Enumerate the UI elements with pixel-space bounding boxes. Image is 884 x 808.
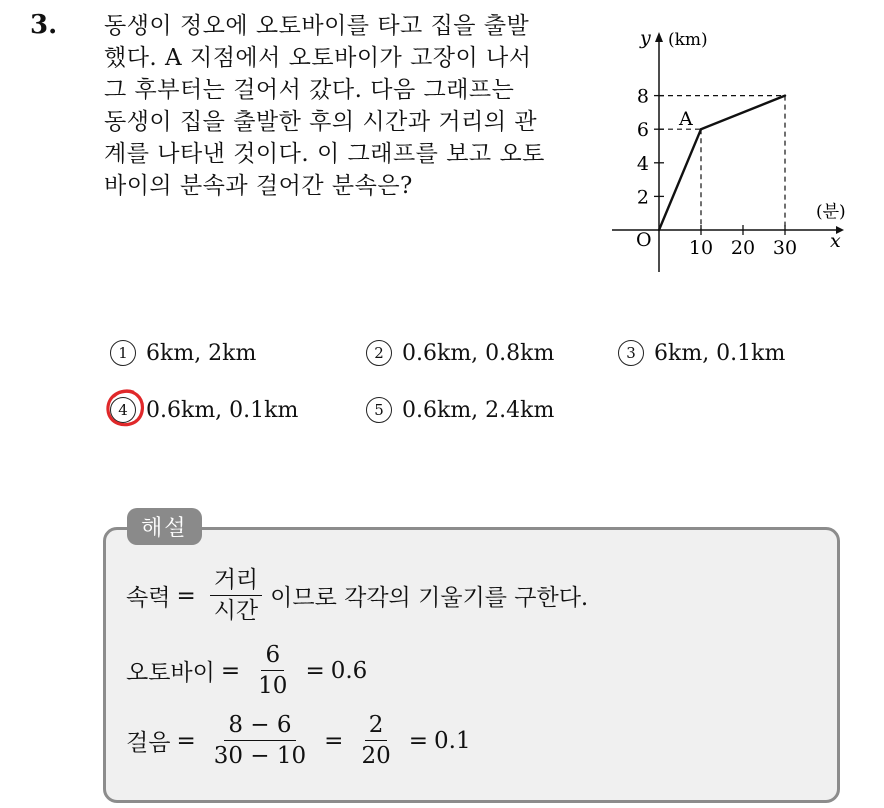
answer-circle-mark: [103, 386, 149, 432]
question-line: 계를 나타낸 것이다. 이 그래프를 보고 오토: [104, 141, 545, 167]
equals-sign: =: [220, 657, 241, 684]
equals-sign: =: [176, 582, 196, 609]
equals-sign: =: [305, 657, 325, 684]
explanation-line-walking: [126, 710, 471, 771]
equals-sign: =: [176, 727, 196, 754]
motorcycle-label: 오토바이: [126, 660, 215, 686]
walking-simplified-fraction: [357, 710, 394, 771]
fraction-numerator: 거리: [210, 565, 262, 596]
y-tick-label: 8: [636, 85, 649, 108]
speed-explanation-text: 이므로 각각의 기울기를 구한다.: [270, 585, 589, 611]
x-axis-label: x: [830, 230, 841, 252]
question-line: 그 후부터는 걸어서 갔다. 다음 그래프는: [104, 77, 515, 103]
choice-1[interactable]: [110, 340, 256, 366]
y-axis-arrow: [655, 32, 663, 42]
question-number: 3.: [30, 10, 58, 40]
choice-2[interactable]: [366, 340, 554, 366]
equals-sign: =: [324, 727, 344, 754]
y-tick-label: 4: [636, 152, 649, 175]
equals-sign: =: [408, 727, 428, 754]
choice-1-text: 6km, 2km: [146, 341, 257, 366]
fraction-denominator: 30 − 10: [213, 743, 307, 769]
question-line: 바이의 분속과 걸어간 분속은?: [104, 173, 413, 199]
point-a-label: A: [679, 108, 693, 131]
y-tick-label: 2: [636, 186, 649, 209]
speed-label: 속력: [126, 585, 171, 611]
walking-result: 0.1: [434, 727, 471, 754]
choice-2-number: 2: [366, 340, 392, 366]
walking-label: 걸음: [126, 730, 171, 756]
explanation-line-motorcycle: [126, 640, 367, 701]
choice-5-text: 0.6km, 2.4km: [402, 398, 555, 423]
x-axis-unit: (분): [816, 202, 846, 222]
fraction-numerator: 6: [261, 640, 284, 671]
choice-4-text: 0.6km, 0.1km: [146, 398, 299, 423]
y-tick-label: 6: [636, 119, 649, 142]
choice-3-text: 6km, 0.1km: [654, 341, 786, 366]
motorcycle-fraction: [254, 640, 291, 701]
explanation-line-speed: [126, 565, 588, 626]
distance-over-time-fraction: [210, 565, 262, 626]
question-text: [104, 10, 584, 202]
choice-1-number: 1: [110, 340, 136, 366]
distance-time-graph: [604, 20, 854, 280]
x-tick-label: 30: [772, 237, 798, 259]
choice-5[interactable]: [366, 397, 554, 423]
fraction-denominator: 시간: [213, 598, 259, 624]
choice-5-number: 5: [366, 397, 392, 423]
choice-2-text: 0.6km, 0.8km: [402, 341, 555, 366]
motorcycle-result: 0.6: [330, 657, 368, 684]
y-axis-label: y: [640, 27, 651, 49]
x-tick-label: 20: [730, 237, 756, 259]
y-axis-unit: (km): [668, 30, 708, 50]
graph-line-segment: [659, 129, 701, 230]
explanation-tag: 해설: [127, 508, 202, 545]
fraction-numerator: 2: [365, 710, 388, 741]
graph-line-segment: [701, 96, 785, 130]
question-line: 동생이 정오에 오토바이를 타고 집을 출발: [104, 13, 530, 39]
walking-fraction: [210, 710, 310, 771]
fraction-numerator: 8 − 6: [224, 710, 295, 741]
choice-4-number: 4: [110, 397, 136, 423]
choice-3[interactable]: [618, 340, 785, 366]
question-line: 했다. A 지점에서 오토바이가 고장이 나서: [104, 45, 532, 71]
origin-label: O: [636, 229, 652, 251]
fraction-denominator: 10: [258, 673, 288, 699]
fraction-denominator: 20: [361, 743, 391, 769]
x-tick-label: 10: [688, 237, 714, 259]
question-line: 동생이 집을 출발한 후의 시간과 거리의 관: [104, 109, 538, 135]
choice-3-number: 3: [618, 340, 644, 366]
